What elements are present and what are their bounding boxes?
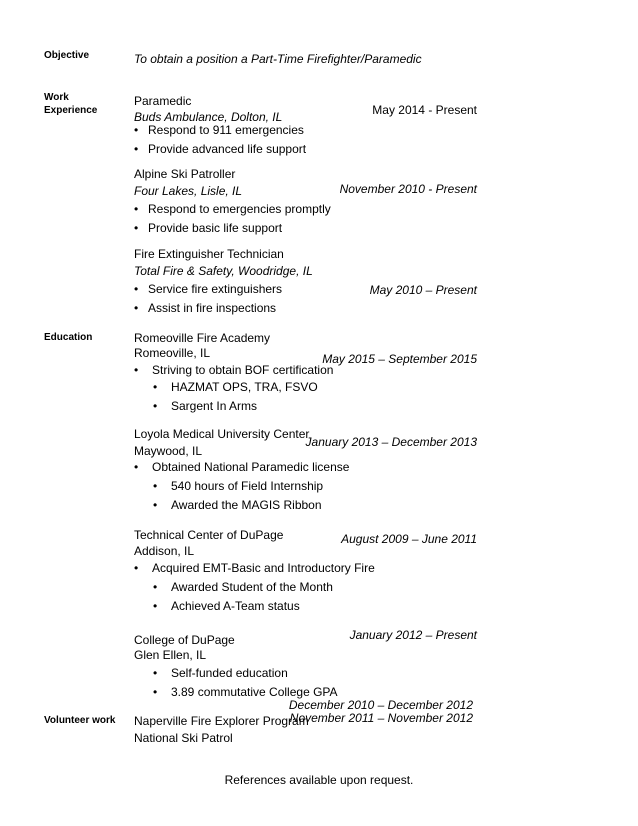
references-note: References available upon request. bbox=[224, 773, 414, 787]
job-dates: November 2010 - Present bbox=[339, 182, 477, 196]
job-duty bbox=[134, 142, 306, 157]
volunteer-item: National Ski Patrol bbox=[134, 731, 233, 745]
school-name: Technical Center of DuPage bbox=[134, 528, 284, 542]
job-duty bbox=[134, 202, 331, 217]
job-duty bbox=[134, 221, 282, 236]
volunteer-dates: November 2011 – November 2012 bbox=[289, 711, 473, 725]
job-duty-text: Service fire extinguishers bbox=[148, 282, 283, 296]
work-label-line2: Experience bbox=[44, 105, 98, 116]
bullet: • bbox=[134, 301, 139, 315]
bullet: • bbox=[153, 479, 158, 493]
bullet: • bbox=[134, 221, 139, 235]
job-duty-text: Provide basic life support bbox=[148, 221, 283, 235]
school-name: Loyola Medical University Center bbox=[134, 427, 310, 441]
job-duty bbox=[134, 282, 282, 297]
school-subpoint bbox=[153, 580, 333, 595]
education-label: Education bbox=[44, 332, 93, 343]
school-subpoint-text: Self-funded education bbox=[171, 666, 288, 680]
school-point bbox=[134, 363, 333, 378]
bullet: • bbox=[134, 363, 139, 377]
school-point bbox=[134, 460, 349, 475]
bullet: • bbox=[153, 666, 158, 680]
school-point-text: Acquired EMT-Basic and Introductory Fire bbox=[152, 561, 375, 575]
job-dates: May 2014 - Present bbox=[372, 103, 477, 117]
job-duty-text: Respond to emergencies promptly bbox=[148, 202, 331, 216]
school-subpoint-text: Awarded the MAGIS Ribbon bbox=[171, 498, 322, 512]
school-point-text: Striving to obtain BOF certification bbox=[152, 363, 334, 377]
school-subpoint bbox=[153, 380, 318, 395]
school-dates: May 2015 – September 2015 bbox=[322, 352, 477, 366]
objective-text: To obtain a position a Part-Time Firefighter/Paramedic bbox=[134, 52, 422, 66]
bullet: • bbox=[153, 685, 158, 699]
bullet: • bbox=[153, 380, 158, 394]
school-dates: January 2012 – Present bbox=[349, 628, 477, 642]
school-point bbox=[134, 561, 375, 576]
bullet: • bbox=[153, 498, 158, 512]
volunteer-dates: December 2010 – December 2012 bbox=[288, 698, 473, 712]
bullet: • bbox=[134, 561, 139, 575]
work-label bbox=[44, 91, 97, 117]
bullet: • bbox=[134, 282, 139, 296]
bullet: • bbox=[153, 580, 158, 594]
job-title: Alpine Ski Patroller bbox=[134, 167, 236, 181]
school-dates: January 2013 – December 2013 bbox=[305, 435, 477, 449]
job-title: Fire Extinguisher Technician bbox=[134, 247, 284, 261]
job-duty bbox=[134, 301, 276, 316]
school-subpoint-text: Achieved A-Team status bbox=[171, 599, 300, 613]
volunteer-item: Naperville Fire Explorer Program bbox=[134, 714, 309, 728]
job-company: Buds Ambulance, Dolton, IL bbox=[134, 110, 283, 124]
school-subpoint bbox=[153, 498, 322, 513]
bullet: • bbox=[153, 399, 158, 413]
school-subpoint bbox=[153, 399, 257, 414]
bullet: • bbox=[134, 202, 139, 216]
job-company: Total Fire & Safety, Woodridge, IL bbox=[134, 264, 313, 278]
school-subpoint-text: 3.89 commutative College GPA bbox=[171, 685, 338, 699]
volunteer-label: Volunteer work bbox=[44, 715, 116, 726]
school-location: Maywood, IL bbox=[134, 444, 203, 458]
school-name: Romeoville Fire Academy bbox=[134, 331, 271, 345]
school-location: Romeoville, IL bbox=[134, 346, 211, 360]
work-label-line1: Work bbox=[44, 92, 69, 103]
school-subpoint-text: Sargent In Arms bbox=[171, 399, 258, 413]
job-company: Four Lakes, Lisle, IL bbox=[134, 184, 243, 198]
job-duty-text: Assist in fire inspections bbox=[148, 301, 277, 315]
school-name: College of DuPage bbox=[134, 633, 235, 647]
job-duty-text: Respond to 911 emergencies bbox=[148, 123, 304, 137]
bullet: • bbox=[134, 123, 139, 137]
school-subpoint-text: HAZMAT OPS, TRA, FSVO bbox=[171, 380, 318, 394]
bullet: • bbox=[134, 460, 139, 474]
school-location: Glen Ellen, IL bbox=[134, 648, 207, 662]
job-title: Paramedic bbox=[134, 94, 192, 108]
job-duty-text: Provide advanced life support bbox=[148, 142, 307, 156]
school-subpoint-text: Awarded Student of the Month bbox=[171, 580, 333, 594]
school-dates: August 2009 – June 2011 bbox=[341, 532, 477, 546]
school-location: Addison, IL bbox=[134, 544, 195, 558]
objective-label: Objective bbox=[44, 50, 90, 61]
job-duty bbox=[134, 123, 304, 138]
school-subpoint bbox=[153, 666, 288, 681]
school-subpoint bbox=[153, 599, 300, 614]
school-subpoint bbox=[153, 479, 323, 494]
bullet: • bbox=[153, 599, 158, 613]
school-subpoint-text: 540 hours of Field Internship bbox=[171, 479, 324, 493]
bullet: • bbox=[134, 142, 139, 156]
job-dates: May 2010 – Present bbox=[369, 283, 477, 297]
school-point-text: Obtained National Paramedic license bbox=[152, 460, 350, 474]
